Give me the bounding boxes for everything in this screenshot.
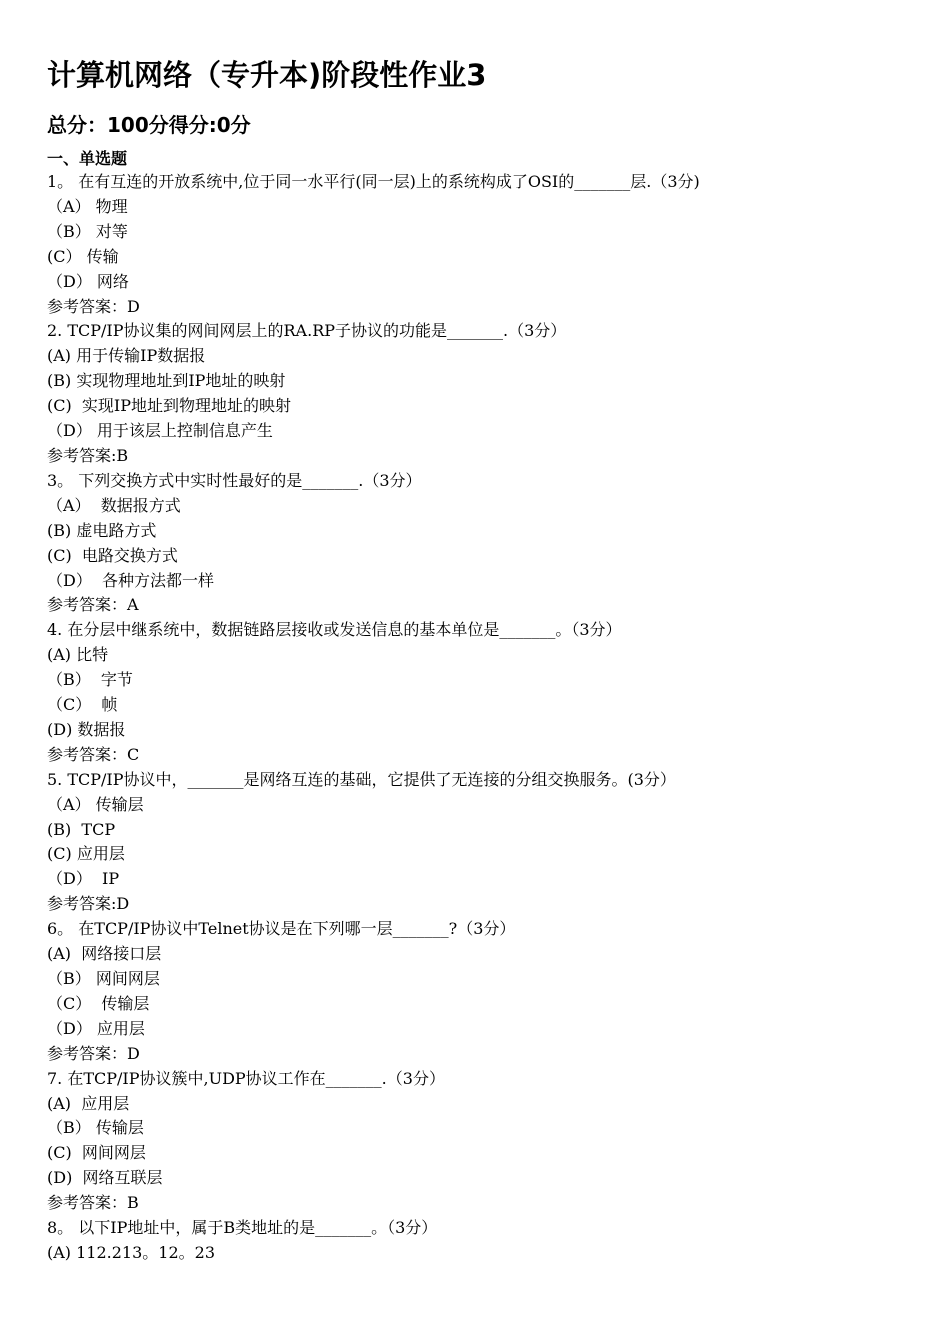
reference-answer: 参考答案：D: [47, 296, 140, 316]
option-a: （A） 传输层: [47, 794, 144, 814]
option-d: (D) 数据报: [47, 719, 126, 739]
option-c: (C) 电路交换方式: [47, 545, 178, 565]
question-text: 5. TCP/IP协议中，_______是网络互连的基础，它提供了无连接的分组交换服务。(3分）: [47, 769, 676, 789]
question-8: [47, 1216, 897, 1266]
option-b: （B） 网间网层: [47, 969, 160, 988]
option-d: （D） 网络: [47, 271, 129, 291]
reference-answer: 参考答案:B: [47, 445, 129, 465]
option-b: （B） 字节: [47, 670, 133, 690]
option-d: （D） 各种方法都一样: [47, 570, 215, 590]
option-d: （D） IP: [47, 869, 120, 889]
option-d: （D） 用于该层上控制信息产生: [47, 421, 273, 441]
option-c: (C) 实现IP地址到物理地址的映射: [47, 396, 291, 416]
option-b: （B） 对等: [47, 221, 128, 241]
section-heading: 一、单选题: [47, 149, 128, 168]
question-text: 8。 以下IP地址中，属于B类地址的是_______。（3分）: [47, 1218, 438, 1238]
option-b: (B) 虚电路方式: [47, 520, 157, 540]
option-a: (A) 应用层: [47, 1093, 130, 1113]
option-a: (A) 网络接口层: [47, 944, 162, 964]
question-4: [47, 618, 897, 767]
option-d: （D） 应用层: [47, 1018, 145, 1038]
option-c: （C） 帧: [47, 695, 118, 715]
option-c: (C) 应用层: [47, 844, 125, 864]
reference-answer: 参考答案:D: [47, 894, 130, 914]
question-7: [47, 1067, 897, 1216]
option-a: (A) 112.213。12。23: [47, 1242, 216, 1262]
option-b: （B） 传输层: [47, 1118, 144, 1138]
option-c: （C） 传输层: [47, 993, 150, 1013]
score-summary: 总分：100分得分:0分: [47, 113, 251, 137]
question-text: 4. 在分层中继系统中，数据链路层接收或发送信息的基本单位是_______。（3分）: [47, 620, 622, 640]
reference-answer: 参考答案：B: [47, 1193, 139, 1213]
question-2: [47, 319, 897, 468]
question-text: 6。 在TCP/IP协议中Telnet协议是在下列哪一层_______?（3分）: [47, 919, 516, 939]
question-1: [47, 170, 897, 319]
question-text: 1。 在有互连的开放系统中,位于同一水平行(同一层)上的系统构成了OSI的_______层.（3分): [47, 172, 700, 191]
question-text: 3。 下列交换方式中实时性最好的是_______.（3分）: [47, 470, 422, 490]
question-text: 2. TCP/IP协议集的网间网层上的RA.RP子协议的功能是_______.（3分）: [47, 321, 567, 341]
reference-answer: 参考答案：D: [47, 1043, 140, 1063]
document-page: [47, 52, 897, 1266]
question-6: [47, 917, 897, 1066]
question-3: [47, 469, 897, 618]
question-5: [47, 768, 897, 917]
option-c: (C） 传输: [47, 246, 119, 266]
option-d: (D) 网络互联层: [47, 1168, 163, 1188]
option-a: （A） 数据报方式: [47, 495, 181, 515]
question-text: 7. 在TCP/IP协议簇中,UDP协议工作在_______.（3分）: [47, 1068, 445, 1088]
option-b: (B) 实现物理地址到IP地址的映射: [47, 371, 286, 391]
option-a: (A) 比特: [47, 645, 109, 665]
page-title: 计算机网络（专升本)阶段性作业3: [47, 58, 487, 92]
option-a: (A) 用于传输IP数据报: [47, 346, 206, 366]
option-c: (C) 网间网层: [47, 1143, 146, 1163]
option-b: (B) TCP: [47, 819, 116, 839]
reference-answer: 参考答案：A: [47, 595, 139, 615]
reference-answer: 参考答案：C: [47, 744, 140, 764]
option-a: （A） 物理: [47, 196, 128, 216]
